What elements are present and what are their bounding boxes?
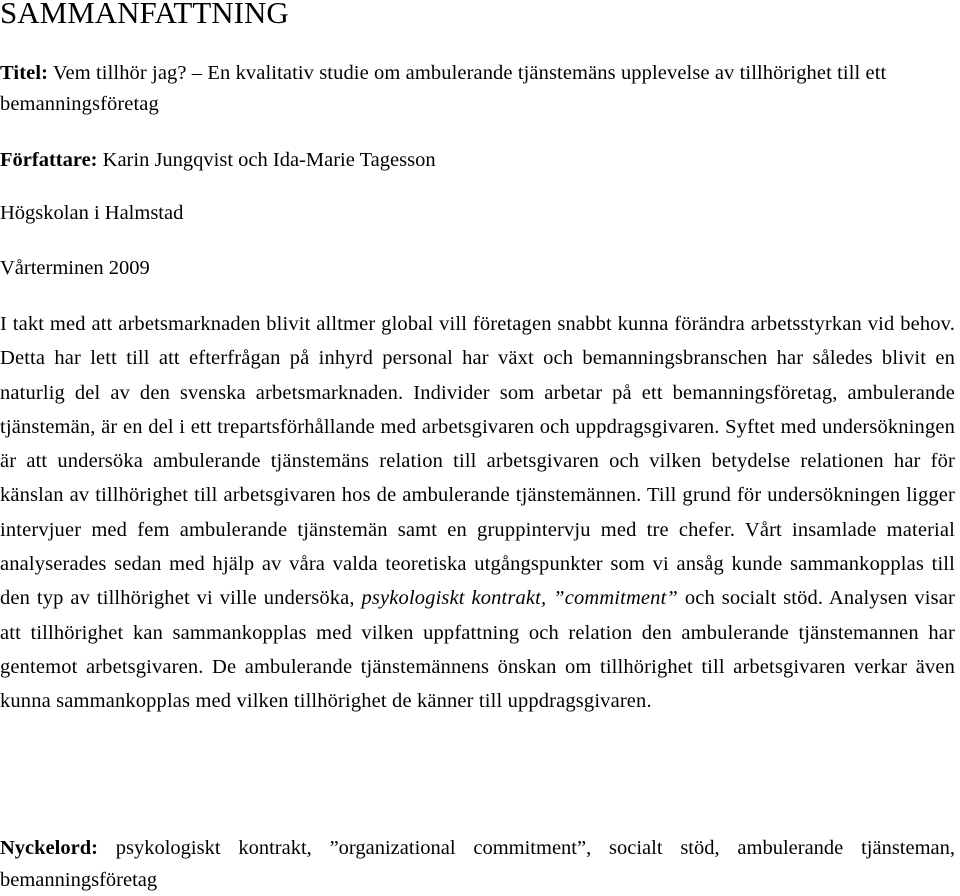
title-label: Titel: xyxy=(0,62,49,84)
keywords-label: Nyckelord: xyxy=(0,837,98,859)
abstract-text-part2: och socialt stöd. Analysen visar att tillhörighet kan sammankopplas med vilken uppfattning och relation den ambulerande tjänstemannen har gentemot arbetsgivaren. De ambulerande tjänstemännens önskan om tillhörighet till arbetsgivaren verkar även kunna sammankopplas med vilken tillhörighet de känner till uppdragsgivaren. xyxy=(0,587,955,713)
school-line: Högskolan i Halmstad xyxy=(0,202,184,224)
keywords-text: psykologiskt kontrakt, ”organizational commitment”, socialt stöd, ambulerande tjänsteman, bemanningsföretag xyxy=(0,837,956,891)
term-line: Vårterminen 2009 xyxy=(0,257,150,279)
authors-line xyxy=(0,145,955,175)
abstract-text-part1: I takt med att arbetsmarknaden blivit alltmer global vill företagen snabbt kunna förändra arbetsstyrkan vid behov. Detta har lett till att efterfrågan på inhyrd personal har växt och bemanningsbranschen har således blivit en naturlig del av den svenska arbetsmarknaden. Individer som arbetar på ett bemanningsföretag, ambulerande tjänstemän, är en del i ett trepartsförhållande med arbetsgivaren och uppdragsgivaren. Syftet med undersökningen är att undersöka ambulerande tjänstemäns relation till arbetsgivaren och vilken betydelse relationen har för känslan av tillhörighet till arbetsgivaren hos de ambulerande tjänstemännen. Till grund för undersökningen ligger intervjuer med fem ambulerande tjänstemän samt en gruppintervju med tre chefer. Vårt insamlade material analyserades sedan med hjälp av våra valda teoretiska utgångspunkter som vi ansåg kunde sammankopplas till den typ av tillhörighet vi ville undersöka, xyxy=(0,313,955,610)
abstract-term-psychological-contract: psykologiskt kontrakt, xyxy=(361,587,547,610)
abstract-paragraph xyxy=(0,307,955,719)
authors-label: Författare: xyxy=(0,149,98,171)
authors-text: Karin Jungqvist och Ida-Marie Tagesson xyxy=(102,149,436,171)
keywords-paragraph xyxy=(0,832,955,896)
title-text: Vem tillhör jag? – En kvalitativ studie om ambulerande tjänstemäns upplevelse av tillhörighet till ett bemanningsföretag xyxy=(0,62,887,115)
thesis-title xyxy=(0,58,955,120)
abstract-term-commitment: ”commitment” xyxy=(553,587,678,610)
page-title: SAMMANFATTNING xyxy=(0,0,289,30)
